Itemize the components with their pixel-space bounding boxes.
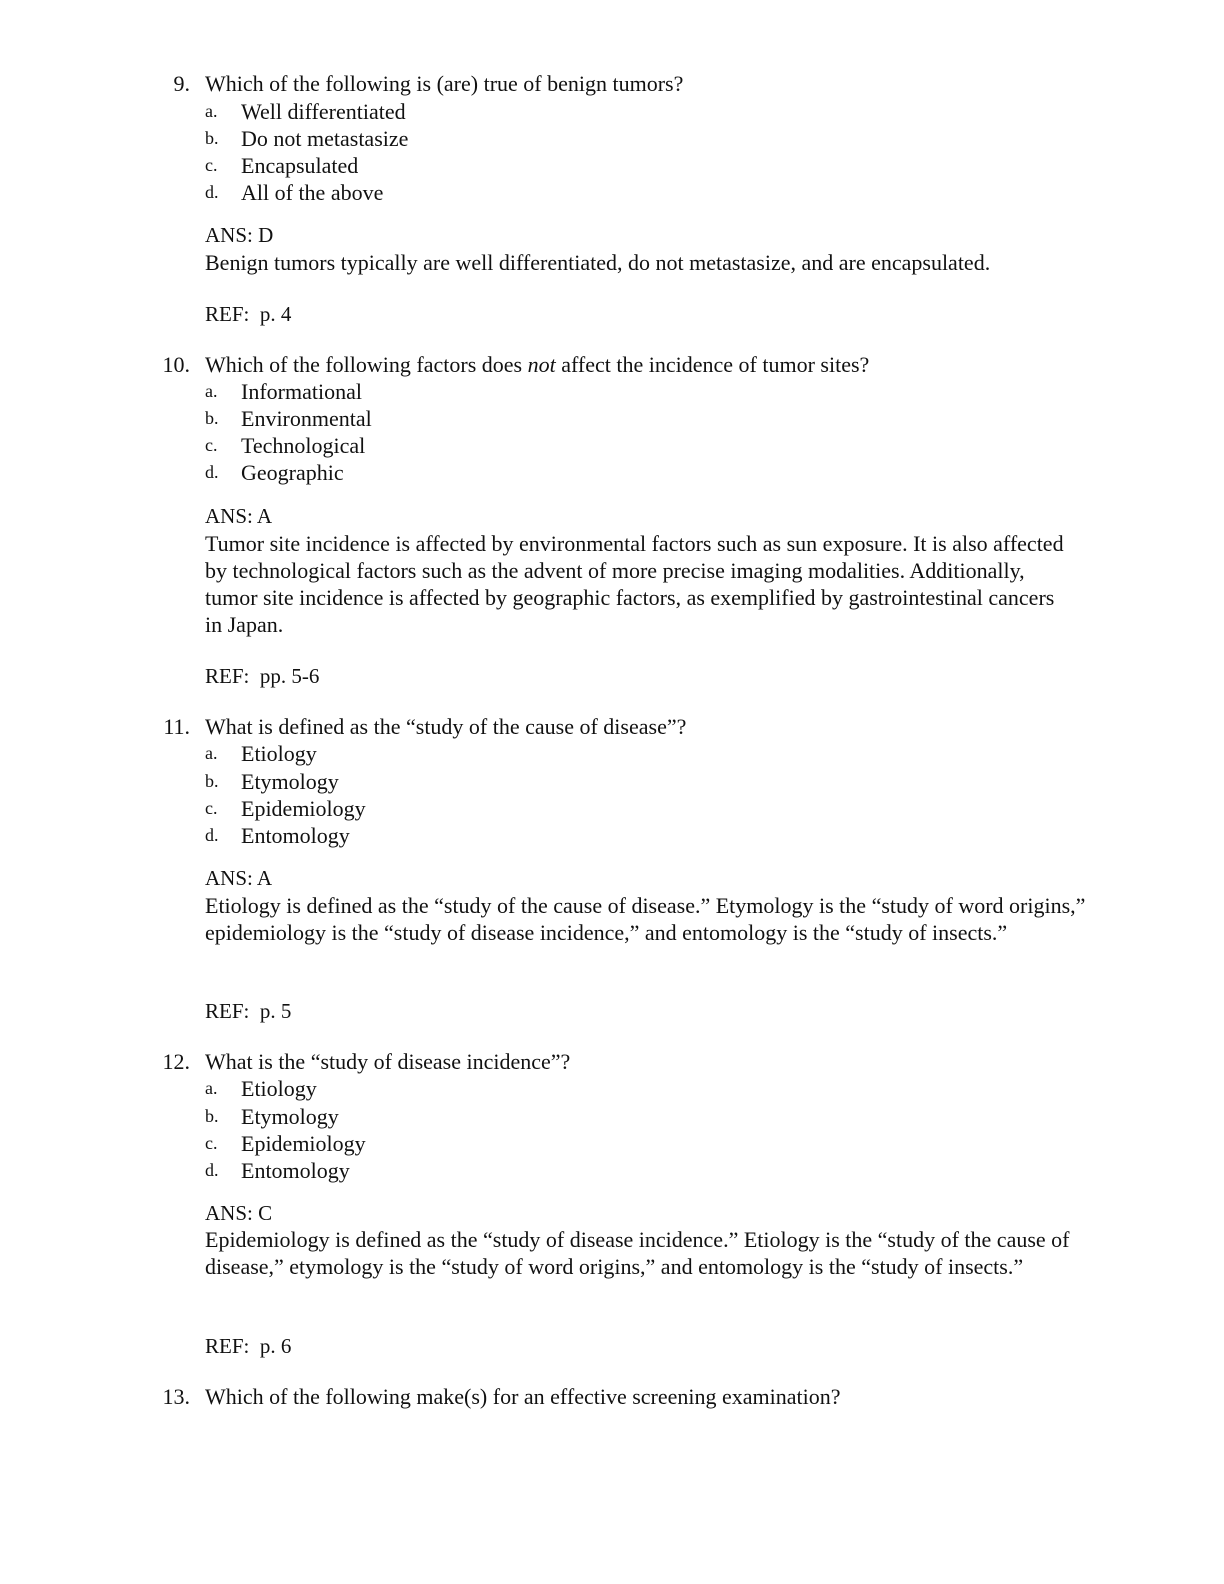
answer-explanation: Etiology is defined as the “study of the cause of disease.” Etymology is the “study of word origins,” epidemiology is the “study of disease incidence,” and entomology is the “study of insects.” — [205, 893, 1086, 945]
option-b — [0, 125, 1224, 153]
option-text: Epidemiology — [241, 1131, 366, 1156]
option-text: All of the above — [241, 180, 384, 205]
question-number: 13. — [162, 1384, 190, 1409]
option-letter: d. — [205, 825, 219, 845]
option-letter: b. — [205, 128, 219, 148]
answer-explanation: Epidemiology is defined as the “study of disease incidence.” Etiology is the “study of the cause of disease,” etymology is the “study of word origins,” and entomology is the “study of insects.” — [205, 1227, 1070, 1279]
answer-key: ANS: A — [205, 866, 273, 890]
emphasis-not: not — [527, 352, 556, 377]
option-letter: a. — [205, 743, 218, 763]
question-number: 12. — [162, 1049, 190, 1074]
page-reference: REF: p. 5 — [205, 999, 292, 1023]
page-reference: REF: pp. 5-6 — [205, 664, 320, 688]
question-text: Which of the following factors does not affect the incidence of tumor sites? — [205, 352, 870, 377]
option-letter: b. — [205, 1106, 219, 1126]
option-letter: d. — [205, 182, 219, 202]
option-text: Technological — [241, 433, 366, 458]
option-text: Environmental — [241, 406, 372, 431]
question-number: 9. — [173, 71, 190, 96]
question-stem — [0, 70, 1224, 98]
option-d — [0, 822, 1224, 850]
option-letter: c. — [205, 435, 218, 455]
answer-key: ANS: D — [205, 223, 274, 247]
option-text: Entomology — [241, 823, 350, 848]
option-letter: b. — [205, 408, 219, 428]
option-a — [0, 1075, 1224, 1103]
question-number: 10. — [162, 352, 190, 377]
option-text: Informational — [241, 379, 362, 404]
option-a — [0, 378, 1224, 406]
option-text: Encapsulated — [241, 153, 359, 178]
question-stem — [0, 1383, 1224, 1411]
answer-key: ANS: A — [205, 504, 273, 528]
option-letter: d. — [205, 1160, 219, 1180]
option-letter: c. — [205, 798, 218, 818]
option-text: Do not metastasize — [241, 126, 409, 151]
page-reference: REF: p. 6 — [205, 1334, 292, 1358]
option-text: Etiology — [241, 1076, 317, 1101]
option-d — [0, 1157, 1224, 1185]
option-text: Epidemiology — [241, 796, 366, 821]
option-text: Well differentiated — [241, 99, 406, 124]
question-text: What is the “study of disease incidence”? — [205, 1049, 571, 1074]
option-text: Entomology — [241, 1158, 350, 1183]
question-stem — [0, 351, 1224, 379]
question-text: What is defined as the “study of the cause of disease”? — [205, 714, 687, 739]
option-a — [0, 740, 1224, 768]
option-letter: a. — [205, 101, 218, 121]
question-text: Which of the following make(s) for an effective screening examination? — [205, 1384, 841, 1409]
answer-explanation: Benign tumors typically are well differentiated, do not metastasize, and are encapsulated. — [205, 250, 991, 275]
option-b — [0, 768, 1224, 796]
question-stem — [0, 1048, 1224, 1076]
option-c — [0, 432, 1224, 460]
option-text: Etymology — [241, 769, 339, 794]
page-reference: REF: p. 4 — [205, 302, 292, 326]
option-text: Geographic — [241, 460, 344, 485]
question-stem — [0, 713, 1224, 741]
option-letter: c. — [205, 155, 218, 175]
option-b — [0, 405, 1224, 433]
option-a — [0, 98, 1224, 126]
answer-key: ANS: C — [205, 1201, 273, 1225]
option-c — [0, 152, 1224, 180]
option-text: Etymology — [241, 1104, 339, 1129]
option-text: Etiology — [241, 741, 317, 766]
answer-explanation: Tumor site incidence is affected by environmental factors such as sun exposure. It is also affected by technological factors such as the advent of more precise imaging modalities. Additionally, tumor site incidence is affected by geographic factors, as exemplified by gastrointestinal cancers in Japan. — [205, 531, 1064, 637]
option-d — [0, 459, 1224, 487]
option-letter: a. — [205, 1078, 218, 1098]
option-letter: d. — [205, 462, 219, 482]
option-b — [0, 1103, 1224, 1131]
option-letter: c. — [205, 1133, 218, 1153]
option-letter: a. — [205, 381, 218, 401]
question-number: 11. — [163, 714, 190, 739]
option-c — [0, 1130, 1224, 1158]
option-d — [0, 179, 1224, 207]
question-text: Which of the following is (are) true of benign tumors? — [205, 71, 684, 96]
option-letter: b. — [205, 771, 219, 791]
option-c — [0, 795, 1224, 823]
